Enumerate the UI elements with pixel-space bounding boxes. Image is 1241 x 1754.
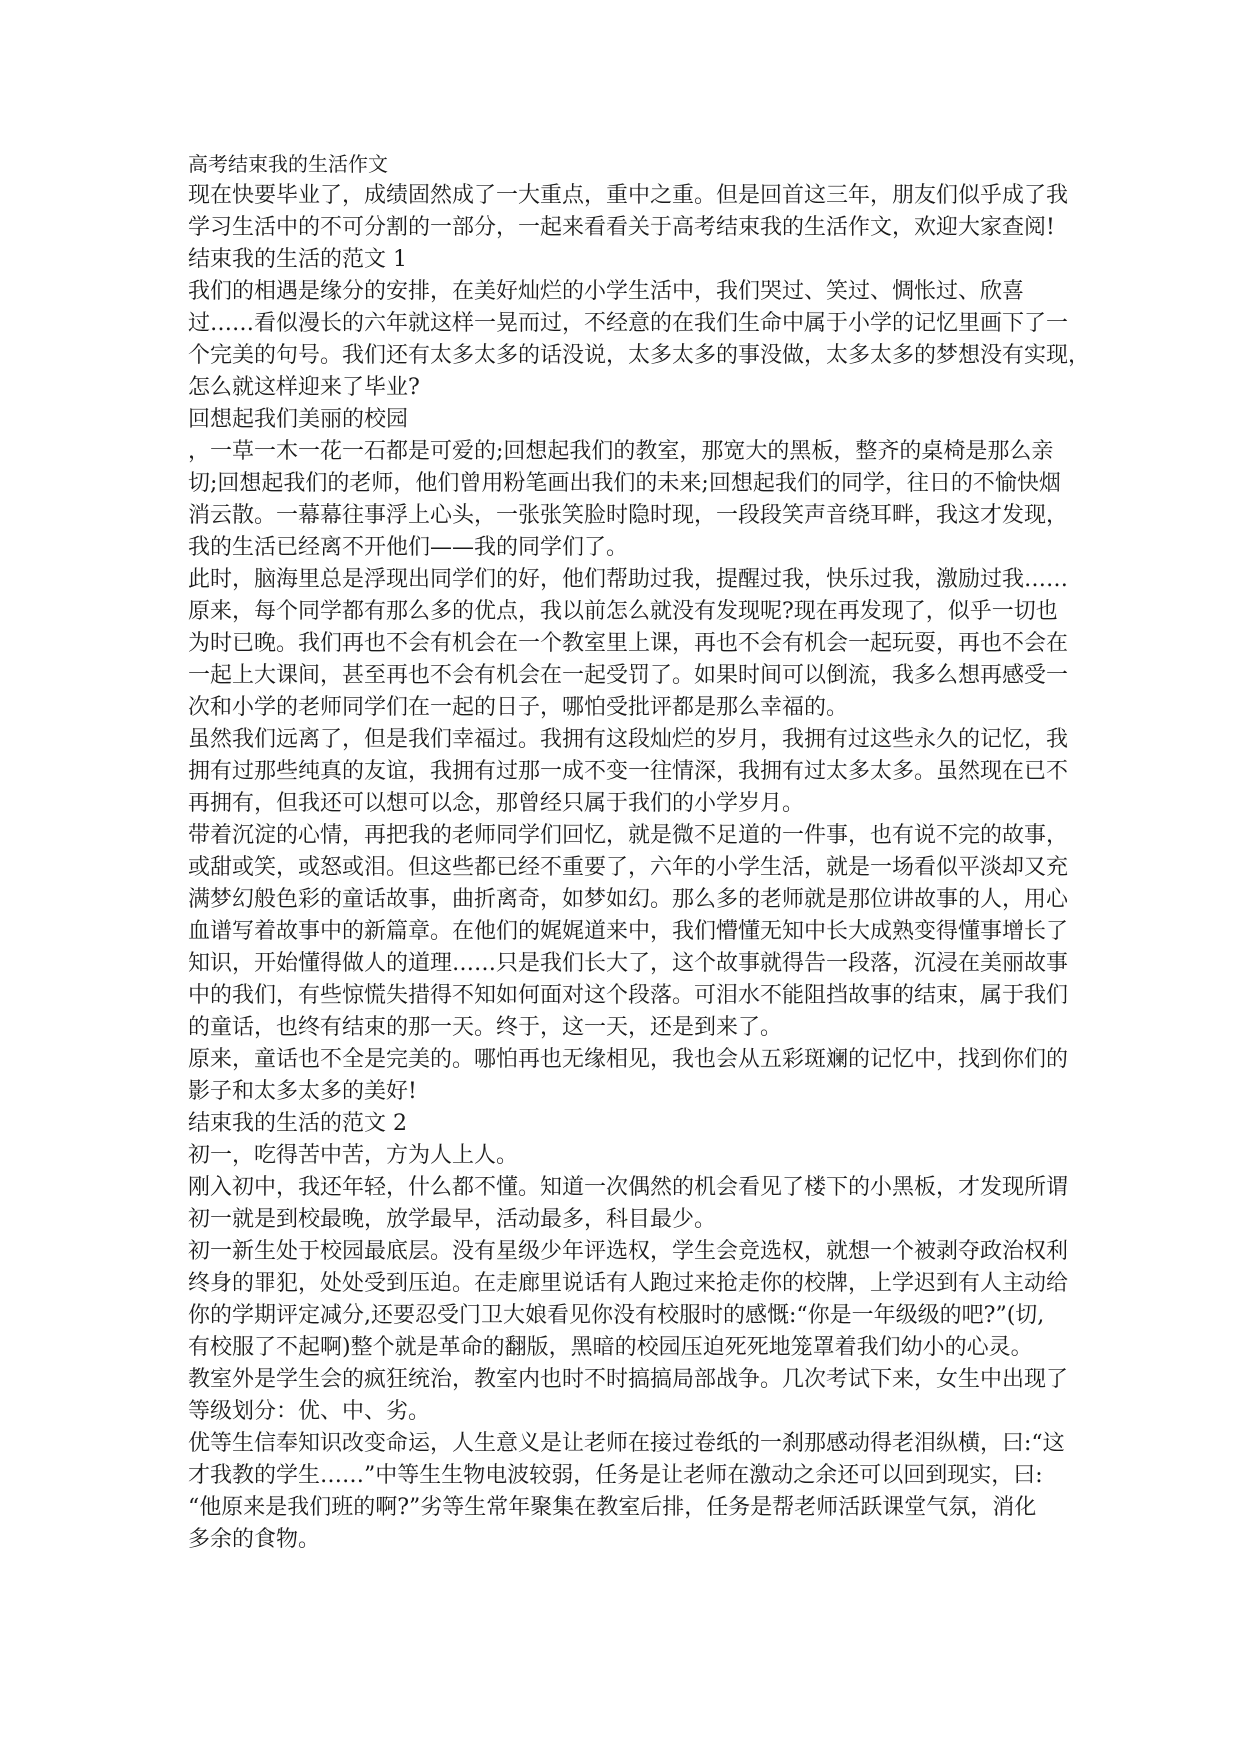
text-line: ，一草一木一花一石都是可爱的;回想起我们的教室，那宽大的黑板，整齐的桌椅是那么亲 — [188, 439, 1054, 464]
text-line: 我们的相遇是缘分的安排，在美好灿烂的小学生活中，我们哭过、笑过、惆怅过、欣喜 — [188, 279, 1025, 304]
text-line: 的童话，也终有结束的那一天。终于，这一天，还是到来了。 — [188, 1015, 783, 1040]
text-line: 回想起我们美丽的校园 — [188, 407, 409, 432]
text-line: 次和小学的老师同学们在一起的日子，哪怕受批评都是那么幸福的。 — [188, 695, 849, 720]
text-line: 学习生活中的不可分割的一部分，一起来看看关于高考结束我的生活作文，欢迎大家查阅! — [188, 215, 1055, 240]
text-line: 此时，脑海里总是浮现出同学们的好，他们帮助过我，提醒过我，快乐过我，激励过我…… — [188, 567, 1069, 592]
text-line: 怎么就这样迎来了毕业? — [188, 375, 420, 400]
text-line: 为时已晚。我们再也不会有机会在一个教室里上课，再也不会有机会一起玩耍，再也不会在 — [188, 631, 1069, 656]
text-line: 满梦幻般色彩的童话故事，曲折离奇，如梦如幻。那么多的老师就是那位讲故事的人，用心 — [188, 887, 1069, 912]
text-line: 血谱写着故事中的新篇章。在他们的娓娓道来中，我们懵懂无知中长大成熟变得懂事增长了 — [188, 919, 1069, 944]
text-line: 现在快要毕业了，成绩固然成了一大重点，重中之重。但是回首这三年，朋友们似乎成了我 — [188, 183, 1069, 208]
text-line: “他原来是我们班的啊?”劣等生常年聚集在教室后排，任务是帮老师活跃课堂气氛，消化 — [188, 1495, 1037, 1520]
text-line: 你的学期评定减分,还要忍受门卫大娘看见你没有校服时的感慨:“你是一年级级的吧?”(切, — [188, 1303, 1045, 1328]
text-line: 原来，童话也不全是完美的。哪怕再也无缘相见，我也会从五彩斑斓的记忆中，找到你们的 — [188, 1047, 1069, 1072]
section-heading: 结束我的生活的范文 2 — [188, 1111, 407, 1136]
text-line: 初一，吃得苦中苦，方为人上人。 — [188, 1143, 519, 1168]
text-line: 等级划分：优、中、劣。 — [188, 1399, 431, 1424]
text-line: 优等生信奉知识改变命运，人生意义是让老师在接过卷纸的一刹那感动得老泪纵横，曰:“这 — [188, 1431, 1065, 1456]
text-line: 消云散。一幕幕往事浮上心头，一张张笑脸时隐时现，一段段笑声音绕耳畔，我这才发现， — [188, 503, 1069, 528]
section-heading: 结束我的生活的范文 1 — [188, 247, 407, 272]
text-line: 拥有过那些纯真的友谊，我拥有过那一成不变一往情深，我拥有过太多太多。虽然现在已不 — [188, 759, 1069, 784]
document-title: 高考结束我的生活作文 — [188, 152, 388, 176]
text-line: 教室外是学生会的疯狂统治，教室内也时不时搞搞局部战争。几次考试下来，女生中出现了 — [188, 1367, 1069, 1392]
text-line: 或甜或笑，或怒或泪。但这些都已经不重要了，六年的小学生活，就是一场看似平淡却又充 — [188, 855, 1069, 880]
text-line: 再拥有，但我还可以想可以念，那曾经只属于我们的小学岁月。 — [188, 791, 805, 816]
text-line: 才我教的学生……”中等生生物电波较弱，任务是让老师在激动之余还可以回到现实，曰: — [188, 1463, 1043, 1488]
text-line: 一起上大课间，甚至再也不会有机会在一起受罚了。如果时间可以倒流，我多么想再感受一 — [188, 663, 1069, 688]
text-line: 我的生活已经离不开他们——我的同学们了。 — [188, 535, 629, 560]
document-page — [188, 148, 1091, 1556]
text-line: 原来，每个同学都有那么多的优点，我以前怎么就没有发现呢?现在再发现了，似乎一切也 — [188, 599, 1058, 624]
text-line: 切;回想起我们的老师，他们曾用粉笔画出我们的未来;回想起我们的同学，往日的不愉快烟 — [188, 471, 1061, 496]
text-line: 中的我们，有些惊慌失措得不知如何面对这个段落。可泪水不能阻挡故事的结束，属于我们 — [188, 983, 1069, 1008]
text-line: 初一新生处于校园最底层。没有星级少年评选权，学生会竞选权，就想一个被剥夺政治权利 — [188, 1239, 1069, 1264]
text-line: 有校服了不起啊)整个就是革命的翻版，黑暗的校园压迫死死地笼罩着我们幼小的心灵。 — [188, 1335, 1033, 1360]
text-line: 个完美的句号。我们还有太多太多的话没说，太多太多的事没做，太多太多的梦想没有实现， — [188, 343, 1091, 368]
text-line: 虽然我们远离了，但是我们幸福过。我拥有这段灿烂的岁月，我拥有过这些永久的记忆，我 — [188, 727, 1069, 752]
text-line: 刚入初中，我还年轻，什么都不懂。知道一次偶然的机会看见了楼下的小黑板，才发现所谓 — [188, 1175, 1069, 1200]
text-line: 多余的食物。 — [188, 1527, 321, 1552]
text-line: 过……看似漫长的六年就这样一晃而过，不经意的在我们生命中属于小学的记忆里画下了一 — [188, 311, 1069, 336]
text-line: 终身的罪犯，处处受到压迫。在走廊里说话有人跑过来抢走你的校牌，上学迟到有人主动给 — [188, 1271, 1069, 1296]
text-line: 影子和太多太多的美好! — [188, 1079, 417, 1104]
text-line: 带着沉淀的心情，再把我的老师同学们回忆，就是微不足道的一件事，也有说不完的故事， — [188, 823, 1069, 848]
text-line: 初一就是到校最晚，放学最早，活动最多，科目最少。 — [188, 1207, 717, 1232]
text-line: 知识，开始懂得做人的道理……只是我们长大了，这个故事就得告一段落，沉浸在美丽故事 — [188, 951, 1069, 976]
